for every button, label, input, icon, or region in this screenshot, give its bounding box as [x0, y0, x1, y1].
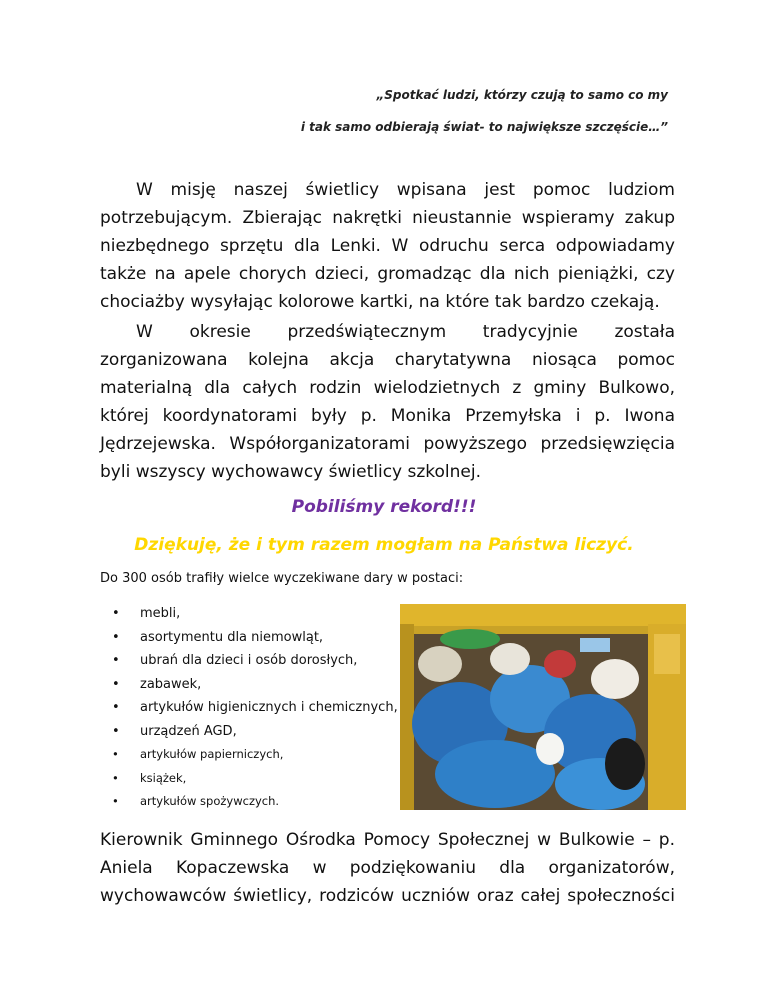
closing-paragraph-text: Kierownik Gminnego Ośrodka Pomocy Społecznej w Bulkowie – p. Aniela Kopaczewska w podziękowaniu dla organizatorów, wychowawców świetlicy, rodziców uczniów oraz całej społeczności — [100, 830, 675, 906]
paragraph-mission-text: W misję naszej świetlicy wpisana jest pomoc ludziom potrzebującym. Zbierając nakrętki nieustannie wspieramy zakup niezbędnego sprzętu dla Lenki. W odruchu serca odpowiadamy także na apele chorych dzieci, gromadząc dla nich pieniążki, czy chociażby wysyłając kolorowe kartki, na które tak bardzo czekają. — [100, 180, 675, 312]
donations-photo — [400, 604, 686, 810]
gift-item-furniture: • mebli, — [100, 602, 398, 626]
quote-line-1: „Spotkać ludzi, którzy czują to samo co my — [376, 88, 668, 102]
paragraph-mission — [100, 176, 675, 316]
paragraph-action-text: W okresie przedświątecznym tradycyjnie została zorganizowana kolejna akcja charytatywna niosąca pomoc materialną dla całych rodzin wielodzietnych z gminy Bulkowo, której koordynatorami były p. Monika Przemyłska i p. Iwona Jędrzejewska. Współorganizatorami powyższego przedsięwzięcia byli wszyscy wychowawcy świetlicy szkolnej. — [100, 322, 675, 482]
gift-item-clothes: • ubrań dla dzieci i osób dorosłych, — [100, 649, 398, 673]
gifts-intro: Do 300 osób trafiły wielce wyczekiwane dary w postaci: — [100, 571, 464, 586]
quote-line-2: i tak samo odbierają świat- to największe szczęście…” — [300, 120, 668, 134]
gift-item-infant: • asortymentu dla niemowląt, — [100, 626, 398, 650]
gift-item-hygiene: • artykułów higienicznych i chemicznych, — [100, 696, 398, 720]
closing-paragraph — [100, 826, 675, 910]
gift-item-appliances: • urządzeń AGD, — [100, 720, 398, 744]
record-heading: Pobiliśmy rekord!!! — [291, 497, 477, 517]
thanks-heading: Dziękuję, że i tym razem mogłam na Państwa liczyć. — [134, 535, 634, 555]
paragraph-action — [100, 318, 675, 486]
gift-item-stationery: • artykułów papierniczych, — [100, 743, 398, 767]
gift-item-books: • książek, — [100, 767, 398, 791]
gifts-list — [100, 602, 398, 814]
gift-item-food: • artykułów spożywczych. — [100, 790, 398, 814]
gift-item-toys: • zabawek, — [100, 673, 398, 697]
